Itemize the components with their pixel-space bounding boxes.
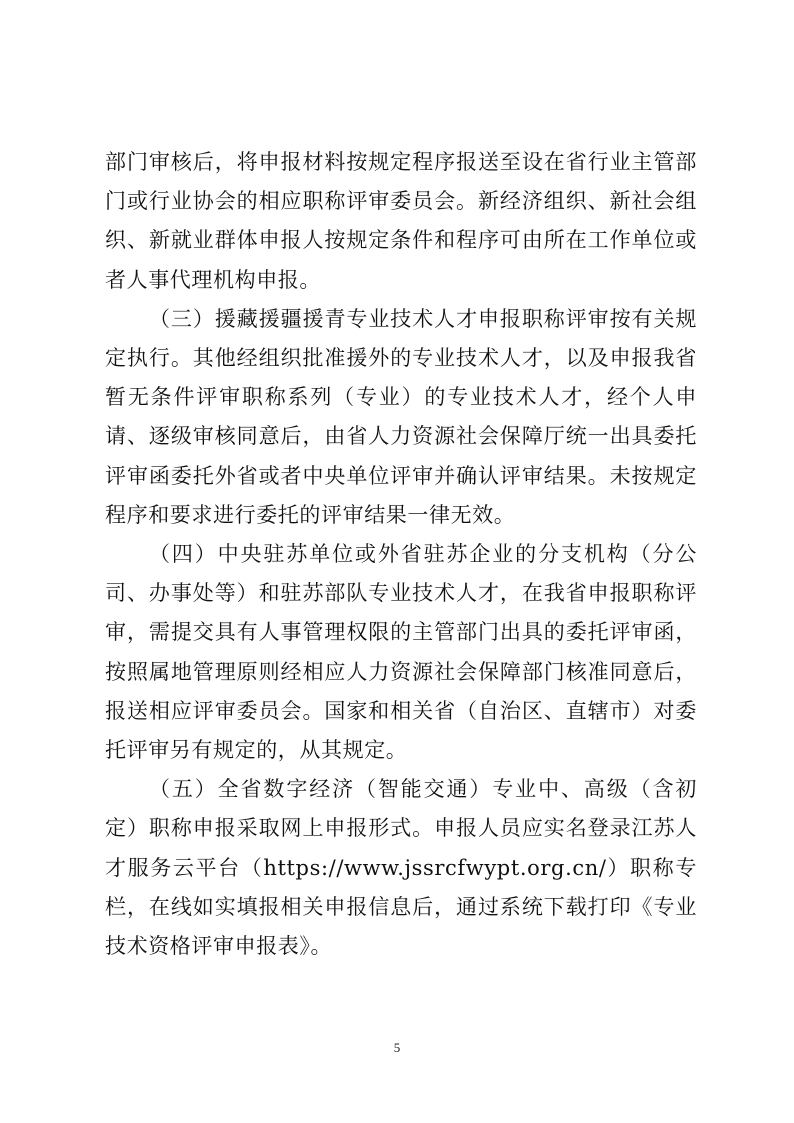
paragraph-section-4: （四）中央驻苏单位或外省驻苏企业的分支机构（分公司、办事处等）和驻苏部队专业技术人才，在我省申报职称评审，需提交具有人事管理权限的主管部门出具的委托评审函，按照属地管理原则经相应人力资源社会保障部门核准同意后，报送相应评审委员会。国家和相关省（自治区、直辖市）对委托评审另有规定的，从其规定。 [105,542,697,763]
document-body [105,143,697,966]
page-number: 5 [393,1040,401,1055]
paragraph-continuation: 部门审核后，将申报材料按规定程序报送至设在省行业主管部门或行业协会的相应职称评审委员会。新经济组织、新社会组织、新就业群体申报人按规定条件和程序可由所在工作单位或者人事代理机构申报。 [105,150,697,292]
paragraph-section-3: （三）援藏援疆援青专业技术人才申报职称评审按有关规定执行。其他经组织批准援外的专业技术人才，以及申报我省暂无条件评审职称系列（专业）的专业技术人才，经个人申请、逐级审核同意后，由省人力资源社会保障厅统一出具委托评审函委托外省或者中央单位评审并确认评审结果。未按规定程序和要求进行委托的评审结果一律无效。 [105,306,697,527]
paragraph-section-5: （五）全省数字经济（智能交通）专业中、高级（含初定）职称申报采取网上申报形式。申报人员应实名登录江苏人才服务云平台（https://www.jssrcfwypt.org.cn/）职称专栏，在线如实填报相关申报信息后，通过系统下载打印《专业技术资格评审申报表》。 [105,777,697,959]
